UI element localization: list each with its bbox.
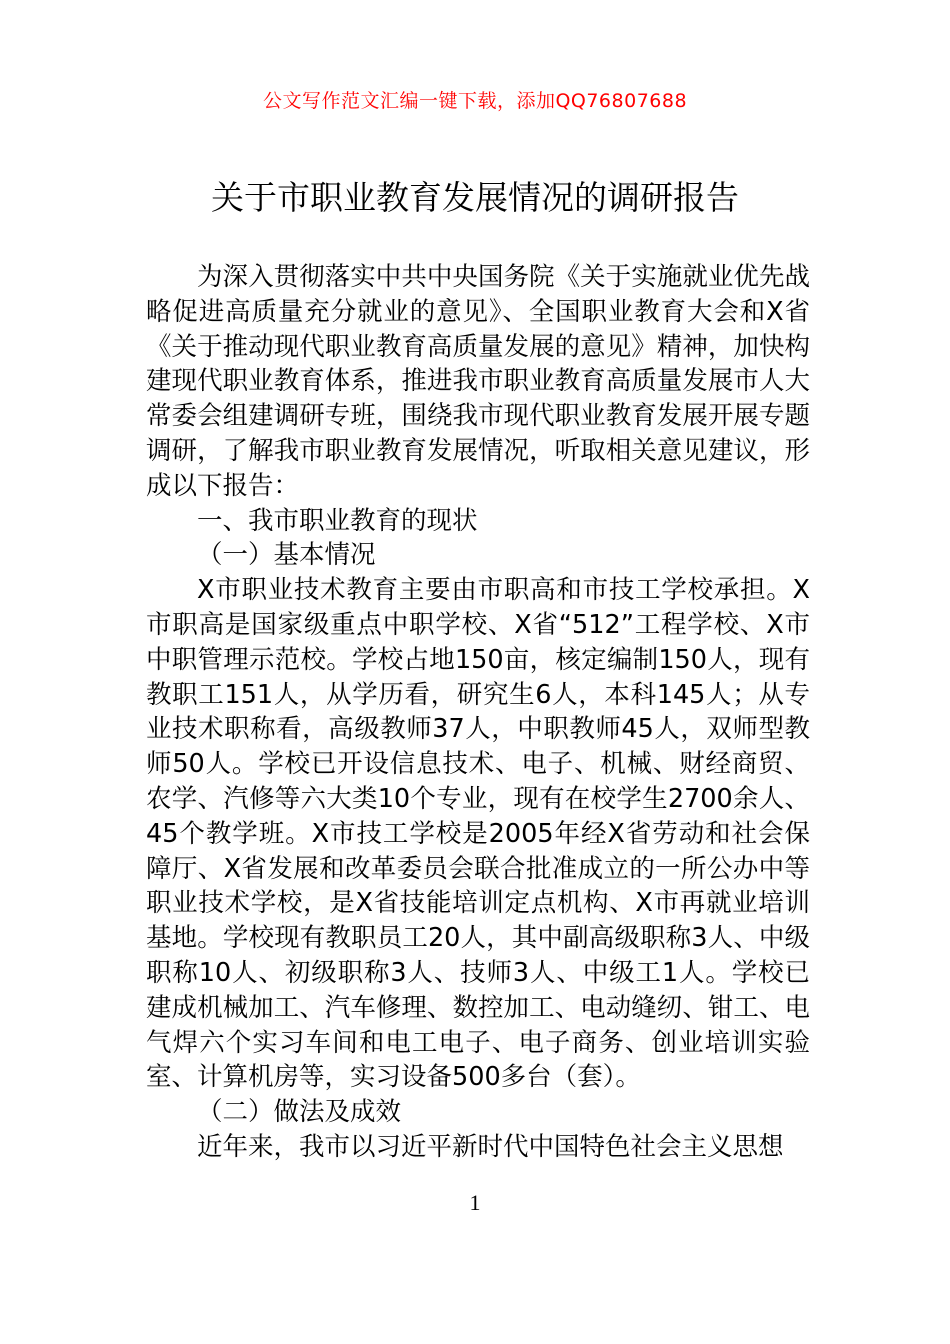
watermark-text: 公文写作范文汇编一键下载，添加QQ76807688 bbox=[262, 90, 688, 112]
document-body bbox=[146, 260, 810, 1165]
section-heading-1: 一、我市职业教育的现状 bbox=[197, 505, 478, 536]
subsection-heading-2: （二）做法及成效 bbox=[197, 1097, 402, 1128]
page-number: 1 bbox=[469, 1190, 481, 1215]
practices-paragraph: 近年来，我市以习近平新时代中国特色社会主义思想 bbox=[197, 1131, 784, 1162]
basic-situation-paragraph: X市职业技术教育主要由市职高和市技工学校承担。X市职高是国家级重点中职学校、X省“512”工程学校、X市中职管理示范校。学校占地150亩，核定编制150人，现有教职工151人，从学历看，研究生6人，本科145人；从专业技术职称看，高级教师37人，中职教师45人，双师型教师50人。学校已开设信息技术、电子、机械、财经商贸、农学、汽修等六大类10个专业，现有在校学生2700余人、45个教学班。X市技工学校是2005年经X省劳动和社会保障厅、X省发展和改革委员会联合批准成立的一所公办中等职业技术学校，是X省技能培训定点机构、X市再就业培训基地。学校现有教职员工20人，其中副高级职称3人、中级职称10人、初级职称3人、技师3人、中级工1人。学校已建成机械加工、汽车修理、数控加工、电动缝纫、钳工、电气焊六个实习车间和电工电子、电子商务、创业培训实验室、计算机房等，实习设备500多台（套）。 bbox=[146, 575, 810, 1093]
page-title: 关于市职业教育发展情况的调研报告 bbox=[211, 178, 739, 217]
intro-paragraph: 为深入贯彻落实中共中央国务院《关于实施就业优先战略促进高质量充分就业的意见》、全国职业教育大会和X省《关于推动现代职业教育高质量发展的意见》精神，加快构建现代职业教育体系，推进我市职业教育高质量发展市人大常委会组建调研专班，围绕我市现代职业教育发展开展专题调研，了解我市职业教育发展情况，听取相关意见建议，形成以下报告： bbox=[146, 262, 810, 501]
subsection-heading-1: （一）基本情况 bbox=[197, 540, 376, 571]
